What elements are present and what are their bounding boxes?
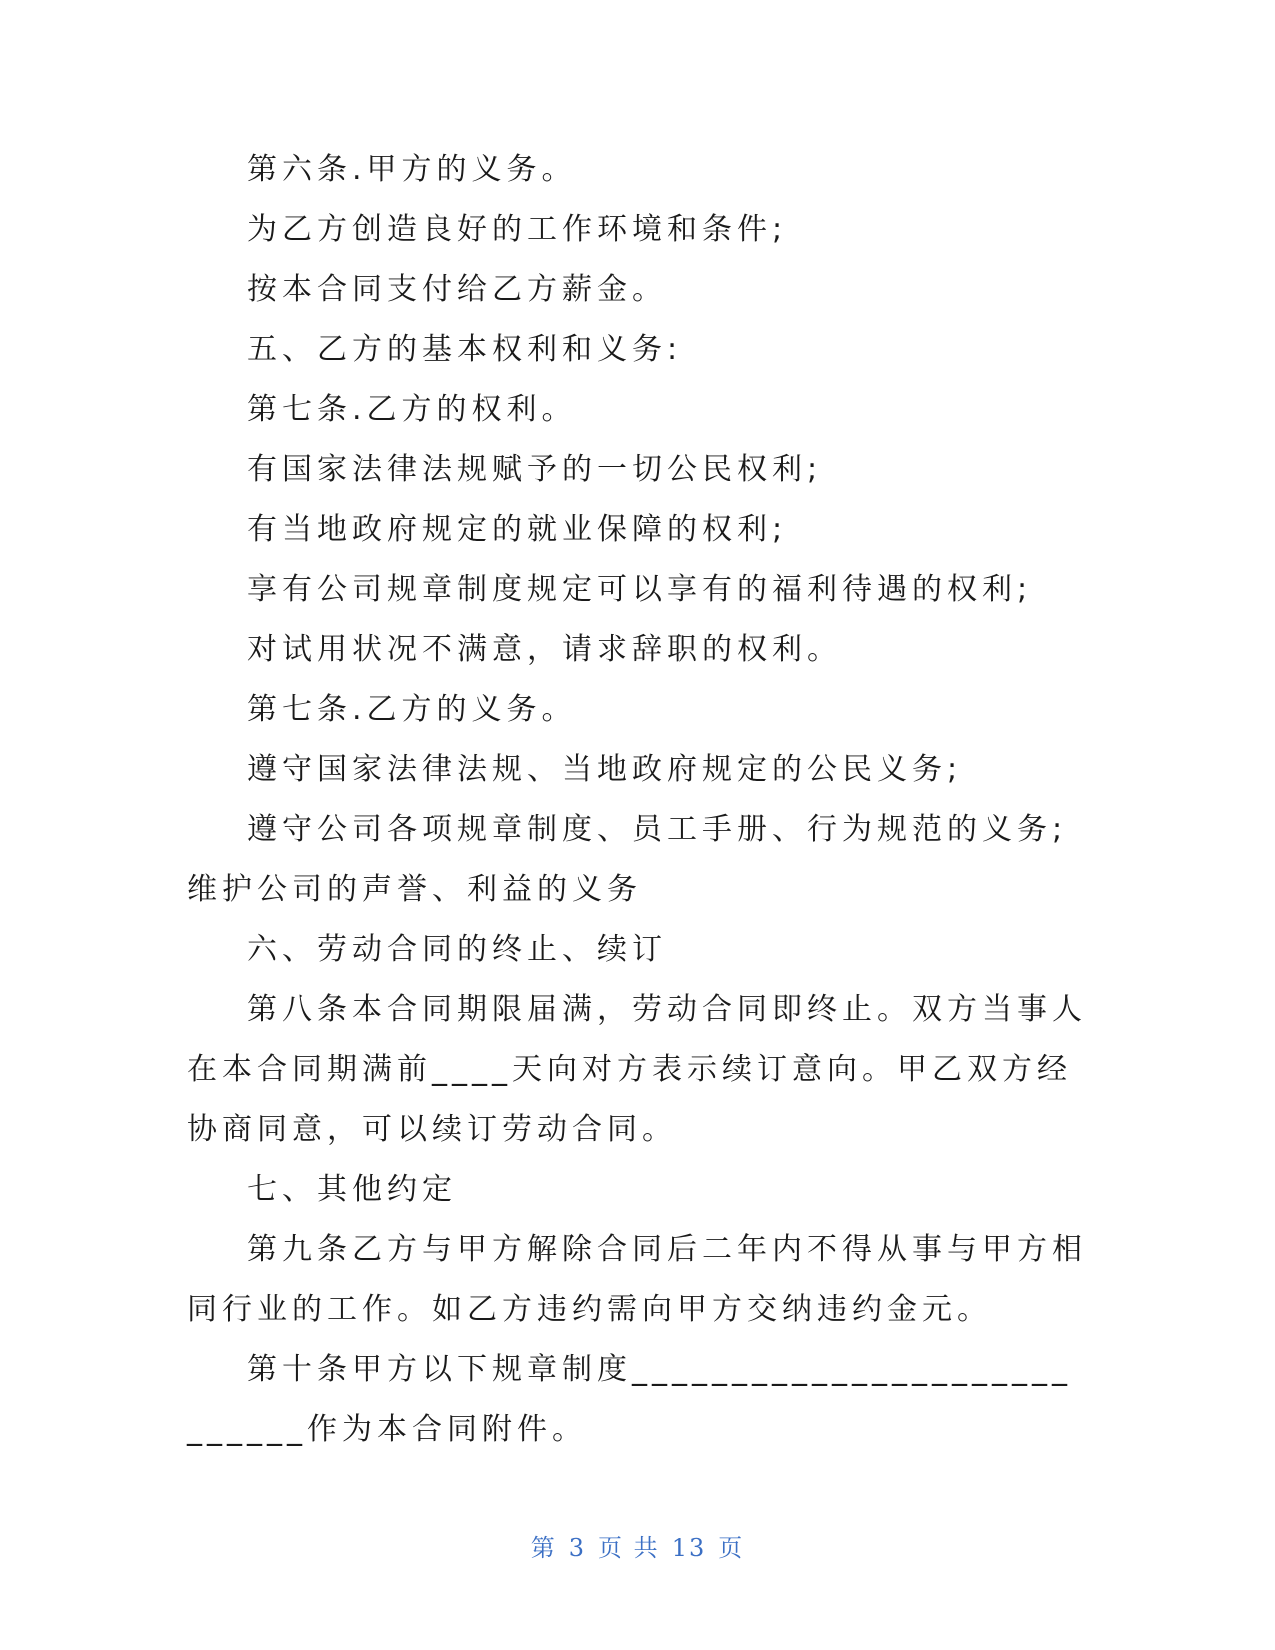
paragraph-legal-duties: 遵守国家法律法规、当地政府规定的公民义务; xyxy=(247,752,963,787)
footer-middle: 页 共 xyxy=(598,1534,660,1562)
paragraph-company-rules-duties: 遵守公司各项规章制度、员工手册、行为规范的义务;维护公司的声誉、利益的义务 xyxy=(187,812,1068,907)
paragraph-article-7-duties-title: 第七条.乙方的义务。 xyxy=(247,692,577,727)
paragraph-article-9: 第九条乙方与甲方解除合同后二年内不得从事与甲方相同行业的工作。如乙方违约需向甲方交纳违约金元。 xyxy=(187,1232,1087,1327)
paragraph-section-6-heading: 六、劳动合同的终止、续订 xyxy=(247,932,667,967)
paragraph-article-6-title: 第六条.甲方的义务。 xyxy=(247,152,577,187)
footer-suffix: 页 xyxy=(718,1534,745,1562)
document-body xyxy=(187,140,1087,1460)
footer-prefix: 第 xyxy=(530,1534,557,1562)
paragraph-article-7-rights-title: 第七条.乙方的权利。 xyxy=(247,392,577,427)
paragraph-section-5-heading: 五、乙方的基本权利和义务: xyxy=(247,332,683,367)
paragraph-employment-security: 有当地政府规定的就业保障的权利; xyxy=(247,512,788,547)
paragraph-section-7-heading: 七、其他约定 xyxy=(247,1172,457,1207)
footer-total-pages: 13 xyxy=(671,1534,707,1562)
paragraph-pay-salary: 按本合同支付给乙方薪金。 xyxy=(247,272,667,307)
paragraph-article-10: 第十条甲方以下规章制度____________________________作为本合同附件。 xyxy=(187,1352,1072,1447)
paragraph-welfare-benefits: 享有公司规章制度规定可以享有的福利待遇的权利; xyxy=(247,572,1033,607)
paragraph-article-8: 第八条本合同期限届满，劳动合同即终止。双方当事人在本合同期满前____天向对方表示续订意向。甲乙双方经协商同意，可以续订劳动合同。 xyxy=(187,992,1087,1147)
paragraph-resignation-right: 对试用状况不满意，请求辞职的权利。 xyxy=(247,632,842,667)
footer-current-page: 3 xyxy=(568,1534,587,1562)
page-number-footer xyxy=(0,1528,1275,1563)
paragraph-citizen-rights: 有国家法律法规赋予的一切公民权利; xyxy=(247,452,823,487)
paragraph-work-environment: 为乙方创造良好的工作环境和条件; xyxy=(247,212,788,247)
